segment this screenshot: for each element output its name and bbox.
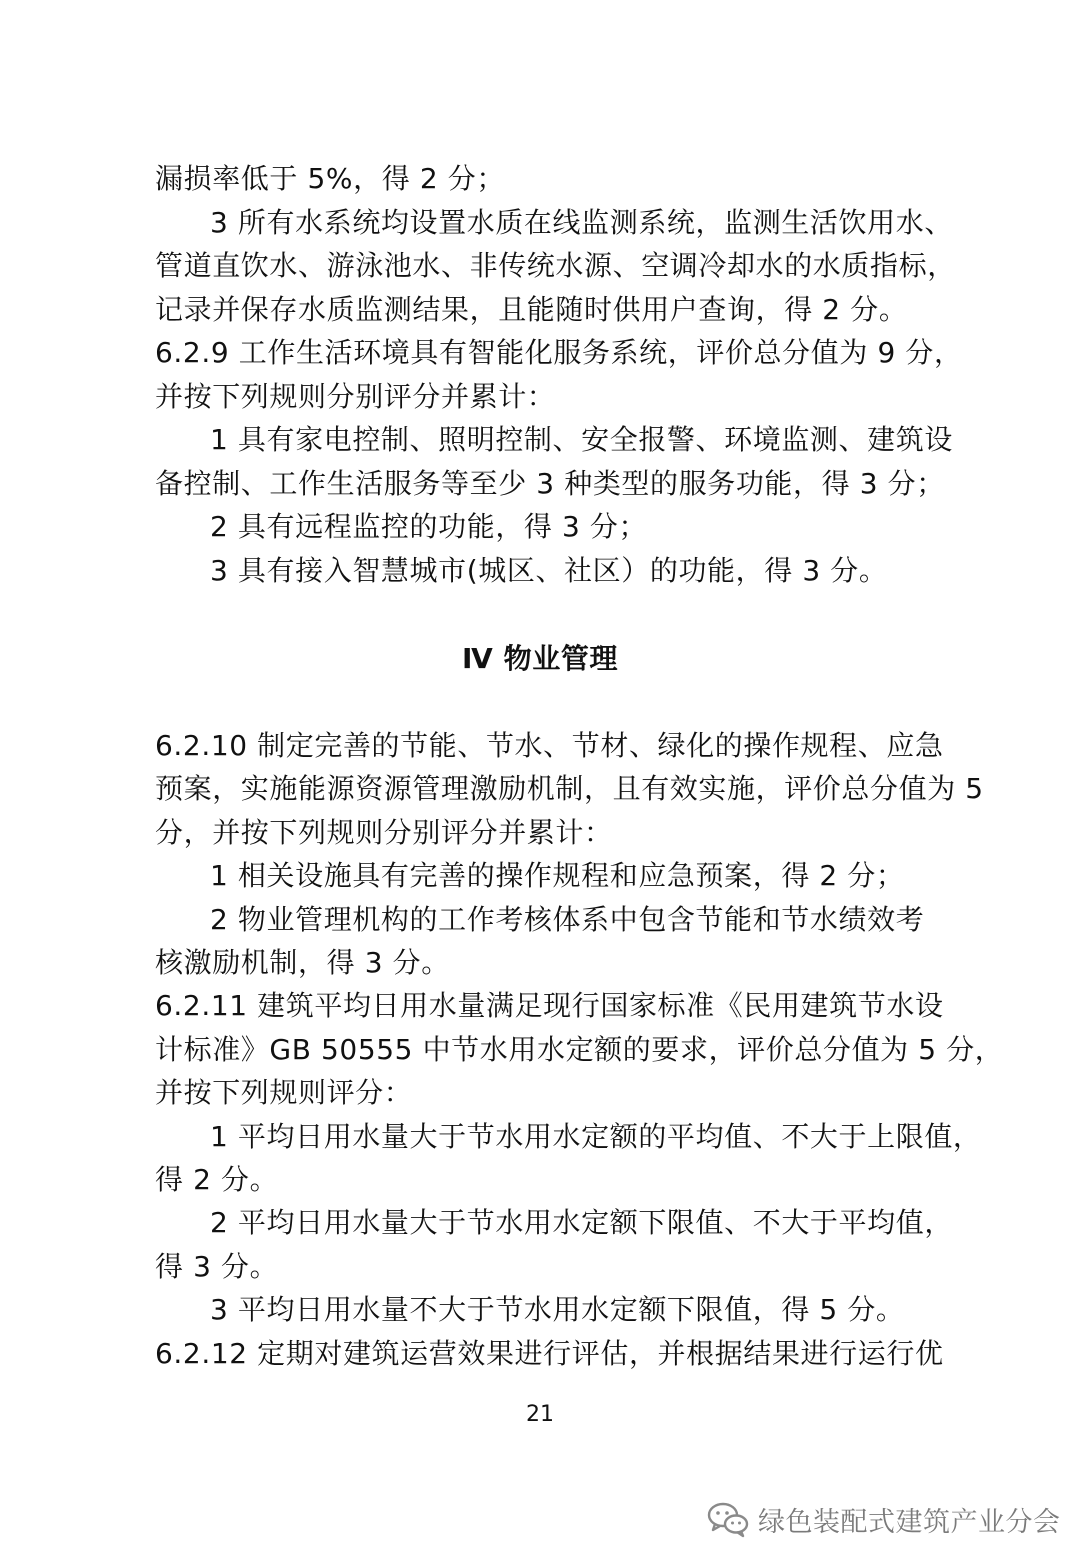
text-line: 计标准》GB 50555 中节水用水定额的要求，评价总分值为 5 分， — [155, 1032, 1004, 1066]
watermark-text: 绿色装配式建筑产业分会 — [758, 1506, 1061, 1538]
text-line: 6.2.10 制定完善的节能、节水、节材、绿化的操作规程、应急 — [155, 729, 944, 762]
text-line: 1 相关设施具有完善的操作规程和应急预案，得 2 分； — [210, 859, 905, 893]
text-line: 6.2.9 工作生活环境具有智能化服务系统，评价总分值为 9 分， — [155, 336, 963, 369]
text-line: 预案，实施能源资源管理激励机制，且有效实施，评价总分值为 5 — [155, 772, 984, 806]
text-line: 2 平均日用水量大于节水用水定额下限值、不大于平均值， — [210, 1206, 953, 1240]
text-line: 并按下列规则评分： — [155, 1076, 413, 1110]
text-line: 3 具有接入智慧城市(城区、社区）的功能，得 3 分。 — [210, 553, 888, 587]
text-line: 管道直饮水、游泳池水、非传统水源、空调冷却水的水质指标， — [155, 249, 956, 282]
text-line: 1 具有家电控制、照明控制、安全报警、环境监测、建筑设 — [210, 423, 953, 456]
text-line: 核激励机制，得 3 分。 — [155, 946, 450, 979]
text-line: 6.2.11 建筑平均日用水量满足现行国家标准《民用建筑节水设 — [155, 989, 944, 1023]
section-heading: Ⅳ 物业管理 — [461, 642, 619, 675]
text-line: 得 3 分。 — [155, 1249, 279, 1283]
text-line: 2 具有远程监控的功能，得 3 分； — [210, 510, 648, 543]
page-number: 21 — [526, 1402, 554, 1427]
text-line: 备控制、工作生活服务等至少 3 种类型的服务功能，得 3 分； — [155, 466, 945, 500]
text-line: 1 平均日用水量大于节水用水定额的平均值、不大于上限值， — [210, 1119, 982, 1153]
text-line: 得 2 分。 — [155, 1163, 279, 1196]
text-line: 3 所有水系统均设置水质在线监测系统，监测生活饮用水、 — [210, 205, 953, 239]
text-line: 6.2.12 定期对建筑运营效果进行评估，并根据结果进行运行优 — [155, 1336, 944, 1370]
wechat-icon — [706, 1499, 750, 1539]
text-line: 记录并保存水质监测结果，且能随时供用户查询，得 2 分。 — [155, 292, 908, 326]
watermark — [706, 1494, 1061, 1544]
text-line: 漏损率低于 5%，得 2 分； — [155, 162, 505, 195]
text-line: 2 物业管理机构的工作考核体系中包含节能和节水绩效考 — [210, 902, 925, 936]
text-line: 3 平均日用水量不大于节水用水定额下限值，得 5 分。 — [210, 1293, 905, 1327]
text-line: 并按下列规则分别评分并累计： — [155, 379, 556, 413]
text-line: 分，并按下列规则分别评分并累计： — [155, 815, 613, 849]
